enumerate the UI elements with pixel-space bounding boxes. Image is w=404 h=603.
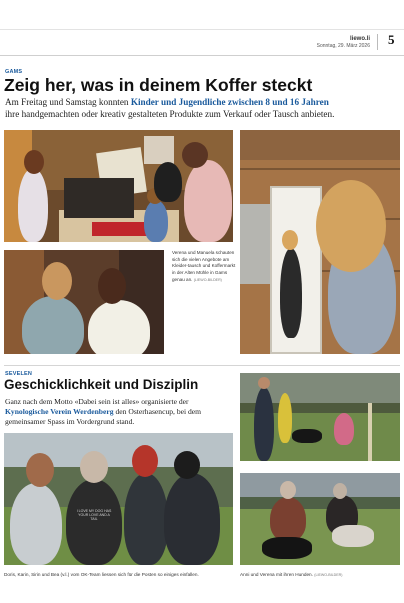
article2-kicker: SEVELEN: [5, 371, 33, 377]
article2-caption-right-text: Anni und Verena mit ihren Hunden.: [240, 572, 313, 577]
photo-dog-course: [240, 373, 400, 461]
photo-women-dogs: [240, 473, 400, 565]
article2-lead-text2: den Osterhasencup, bei dem gemeinsamer Spass im Vordergrund stand.: [5, 406, 202, 426]
header-divider: [377, 34, 378, 50]
article2-lead-highlight: Kynologische Verein Werdenberg: [5, 406, 114, 416]
article2-lead: [5, 397, 232, 427]
article1-caption-text: Verena und Manuela schauten sich die vielen Angebote am Kleider-tausch und Koffermarkt in der Alten Mühle in Gams genau an.: [172, 250, 236, 282]
article2-caption-right-credit: (LIEWO-BILDER): [314, 573, 343, 577]
article2-lead-text1: Ganz nach dem Motto «Dabei sein ist alles» organisierte der: [5, 397, 189, 406]
publication-date: Sonntag, 29. März 2026: [316, 43, 370, 49]
photo-market-stall: [4, 130, 233, 242]
publication-name: liewo.li: [349, 36, 370, 42]
page-header: [0, 30, 404, 55]
article1-lead-text2: ihre handgemachten oder kreativ gestalteten Produkte zum Verkauf oder Tausch anbieten.: [5, 108, 335, 119]
article1-lead: [5, 97, 400, 121]
article1-lead-highlight: Kinder und Jugendliche zwischen 8 und 16 Jahren: [130, 97, 329, 107]
photo-mirror: [240, 130, 400, 354]
article1-lead-text1: Am Freitag und Samstag konnten: [5, 97, 131, 107]
page-number: 5: [388, 32, 395, 47]
photo-ok-team: [4, 433, 233, 565]
article2-caption-right: [240, 572, 400, 579]
article-divider: [4, 365, 400, 366]
top-bar: [0, 0, 404, 30]
article2-headline: Geschicklichkeit und Disziplin: [4, 377, 199, 392]
article1-headline: Zeig her, was in deinem Koffer steckt: [4, 75, 313, 95]
shirt-text: I LOVE MY DOG HAS YOUR LOVE AND A TAIL: [76, 509, 112, 522]
article1-caption-credit: (LIEWO-BILDER): [193, 277, 222, 282]
article1-kicker: GAMS: [5, 69, 23, 75]
photo-two-women: [4, 250, 164, 354]
article2-caption-left: Doris, Karin, Sirin und Bea (v.l.) vom OK-Team liessen sich für die Posten so einiges einfallen.: [4, 572, 199, 577]
article1-caption: [172, 250, 236, 283]
header-rule: [0, 55, 404, 56]
